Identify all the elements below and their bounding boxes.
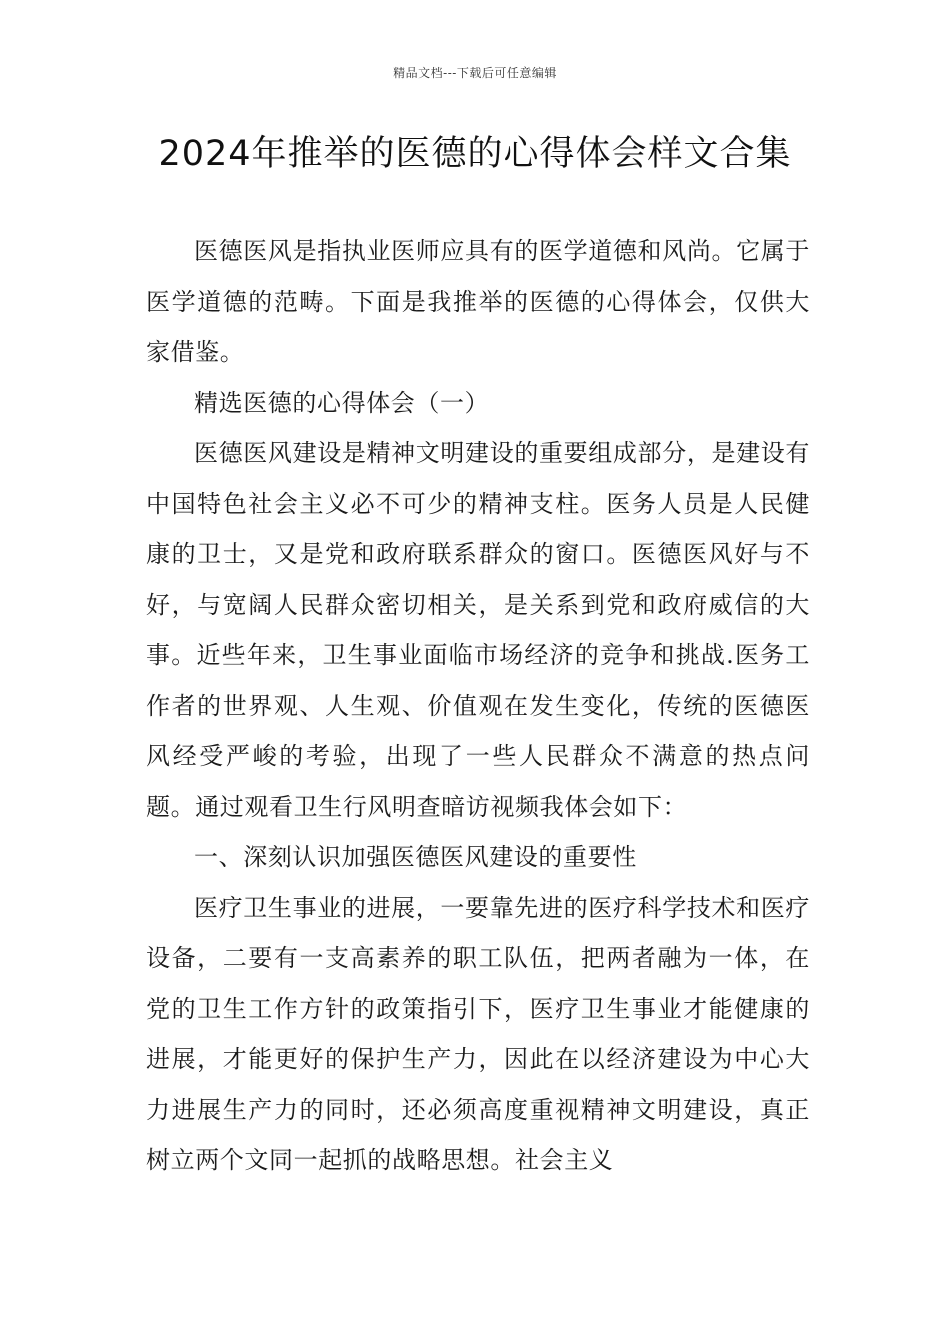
intro-paragraph: 医德医风是指执业医师应具有的医学道德和风尚。它属于医学道德的范畴。下面是我推举的医德的心得体会，仅供大家借鉴。 xyxy=(146,237,810,366)
section-heading-1: 精选医德的心得体会（一） xyxy=(194,388,490,417)
document-title: 2024年推举的医德的心得体会样文合集 xyxy=(158,134,792,174)
header-note: 精品文档---下载后可任意编辑 xyxy=(393,66,557,80)
document-body xyxy=(146,226,810,1186)
body-paragraph: 医德医风建设是精神文明建设的重要组成部分，是建设有中国特色社会主义必不可少的精神支柱。医务人员是人民健康的卫士，又是党和政府联系群众的窗口。医德医风好与不好，与宽阔人民群众密切相关，是关系到党和政府威信的大事。近些年来，卫生事业面临市场经济的竞争和挑战.医务工作者的世界观、人生观、价值观在发生变化，传统的医德医风经受严峻的考验，出现了一些人民群众不满意的热点问题。通过观看卫生行风明查暗访视频我体会如下： xyxy=(146,439,810,821)
subsection-heading-1: 一、深刻认识加强医德医风建设的重要性 xyxy=(194,843,637,871)
body-paragraph: 医疗卫生事业的进展，一要靠先进的医疗科学技术和医疗设备，二要有一支高素养的职工队伍，把两者融为一体，在党的卫生工作方针的政策指引下，医疗卫生事业才能健康的进展，才能更好的保护生产力，因此在以经济建设为中心大力进展生产力的同时，还必须高度重视精神文明建设，真正树立两个文同一起抓的战略思想。社会主义 xyxy=(146,893,810,1174)
